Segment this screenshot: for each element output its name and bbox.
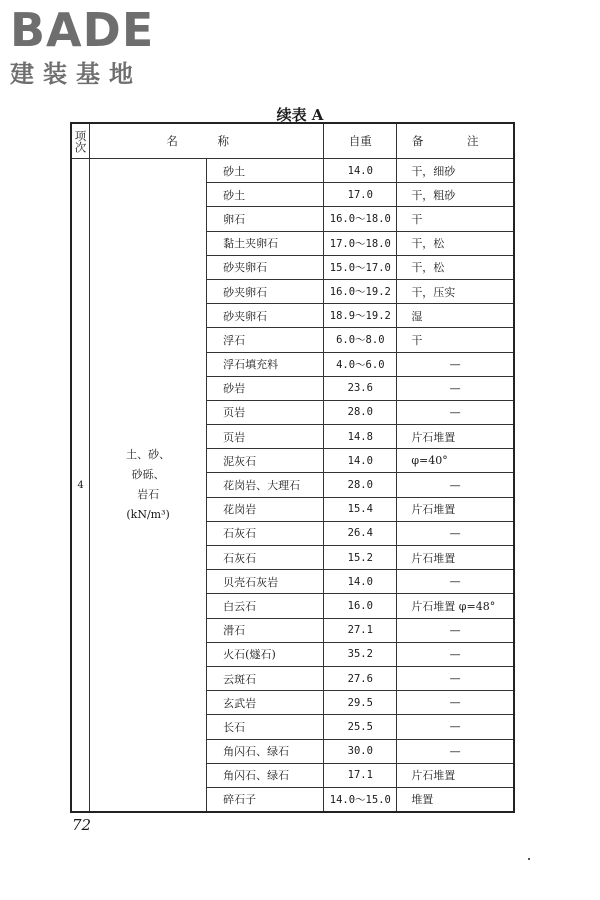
logo-wordmark: BADE <box>10 3 155 57</box>
material-name: 滑石 <box>207 618 324 642</box>
item-number: 4 <box>71 159 90 813</box>
material-weight: 15.4 <box>324 497 397 521</box>
material-weight: 25.5 <box>324 715 397 739</box>
material-note: 干，松 <box>397 231 514 255</box>
material-note: — <box>397 521 514 545</box>
material-weight: 14.0 <box>324 449 397 473</box>
material-weight: 17.1 <box>324 763 397 787</box>
table-header-row <box>71 123 514 159</box>
material-name: 白云石 <box>207 594 324 618</box>
material-note: 干，松 <box>397 255 514 279</box>
header-weight: 自重 <box>324 123 397 159</box>
material-note: 干 <box>397 207 514 231</box>
material-name: 花岗岩 <box>207 497 324 521</box>
material-note: — <box>397 739 514 763</box>
material-note: 湿 <box>397 304 514 328</box>
material-weight: 35.2 <box>324 642 397 666</box>
material-name: 泥灰石 <box>207 449 324 473</box>
material-weight: 30.0 <box>324 739 397 763</box>
material-note: — <box>397 666 514 690</box>
category-line: 土、砂、 <box>126 448 171 462</box>
material-note: — <box>397 642 514 666</box>
brand-logo <box>10 3 180 90</box>
material-weight: 14.0 <box>324 159 397 183</box>
material-weight: 14.0 <box>324 570 397 594</box>
material-weight: 16.0 <box>324 594 397 618</box>
table-row <box>71 159 514 183</box>
header-item: 项次 <box>71 123 90 159</box>
material-note: 干，压实 <box>397 279 514 303</box>
material-weight-table <box>70 122 515 813</box>
material-note: — <box>397 570 514 594</box>
material-weight: 17.0 <box>324 183 397 207</box>
material-name: 砂土 <box>207 183 324 207</box>
material-name: 石灰石 <box>207 546 324 570</box>
material-weight: 17.0～18.0 <box>324 231 397 255</box>
header-note: 备 注 <box>397 123 514 159</box>
material-weight: 16.0～18.0 <box>324 207 397 231</box>
material-weight: 14.0～15.0 <box>324 787 397 812</box>
material-note: 堆置 <box>397 787 514 812</box>
material-weight: 6.0～8.0 <box>324 328 397 352</box>
material-name: 长石 <box>207 715 324 739</box>
material-name: 云斑石 <box>207 666 324 690</box>
material-name: 砂土 <box>207 159 324 183</box>
material-name: 浮石 <box>207 328 324 352</box>
material-weight: 15.2 <box>324 546 397 570</box>
material-name: 砂岩 <box>207 376 324 400</box>
category-cell <box>90 159 207 813</box>
category-line: 岩石 <box>137 488 160 502</box>
material-name: 火石(燧石) <box>207 642 324 666</box>
material-name: 玄武岩 <box>207 691 324 715</box>
scan-speck <box>528 858 530 860</box>
logo-subtitle: 建装基地 <box>10 60 142 88</box>
material-name: 页岩 <box>207 400 324 424</box>
material-note: 干，粗砂 <box>397 183 514 207</box>
material-note: φ=40° <box>397 449 514 473</box>
material-name: 贝壳石灰岩 <box>207 570 324 594</box>
material-name: 浮石填充料 <box>207 352 324 376</box>
material-weight: 27.1 <box>324 618 397 642</box>
material-weight: 23.6 <box>324 376 397 400</box>
material-note: — <box>397 691 514 715</box>
material-weight: 14.8 <box>324 425 397 449</box>
material-note: 片石堆置 <box>397 763 514 787</box>
page-number: 72 <box>72 816 92 834</box>
material-note: 片石堆置 φ=48° <box>397 594 514 618</box>
material-weight: 4.0～6.0 <box>324 352 397 376</box>
material-note: — <box>397 618 514 642</box>
table-title: 续表 A <box>276 106 324 124</box>
material-note: — <box>397 400 514 424</box>
material-note: — <box>397 376 514 400</box>
material-weight: 28.0 <box>324 473 397 497</box>
material-note: — <box>397 352 514 376</box>
material-name: 砂夹卵石 <box>207 279 324 303</box>
material-name: 角闪石、绿石 <box>207 763 324 787</box>
material-name: 花岗岩、大理石 <box>207 473 324 497</box>
material-name: 黏土夹卵石 <box>207 231 324 255</box>
material-weight: 28.0 <box>324 400 397 424</box>
material-note: 干，细砂 <box>397 159 514 183</box>
material-name: 卵石 <box>207 207 324 231</box>
material-name: 碎石子 <box>207 787 324 812</box>
material-note: 片石堆置 <box>397 546 514 570</box>
header-name: 名 称 <box>90 123 324 159</box>
material-note: 片石堆置 <box>397 425 514 449</box>
material-note: — <box>397 715 514 739</box>
category-line: (kN/m³) <box>126 508 170 522</box>
category-line: 砂砾、 <box>131 468 165 482</box>
material-note: 干 <box>397 328 514 352</box>
material-note: 片石堆置 <box>397 497 514 521</box>
table-body <box>71 159 514 813</box>
material-weight: 16.0～19.2 <box>324 279 397 303</box>
material-name: 砂夹卵石 <box>207 255 324 279</box>
material-name: 角闪石、绿石 <box>207 739 324 763</box>
material-weight: 26.4 <box>324 521 397 545</box>
material-weight: 18.9～19.2 <box>324 304 397 328</box>
material-weight: 27.6 <box>324 666 397 690</box>
material-name: 砂夹卵石 <box>207 304 324 328</box>
material-note: — <box>397 473 514 497</box>
material-weight: 15.0～17.0 <box>324 255 397 279</box>
material-name: 石灰石 <box>207 521 324 545</box>
material-weight: 29.5 <box>324 691 397 715</box>
material-name: 页岩 <box>207 425 324 449</box>
